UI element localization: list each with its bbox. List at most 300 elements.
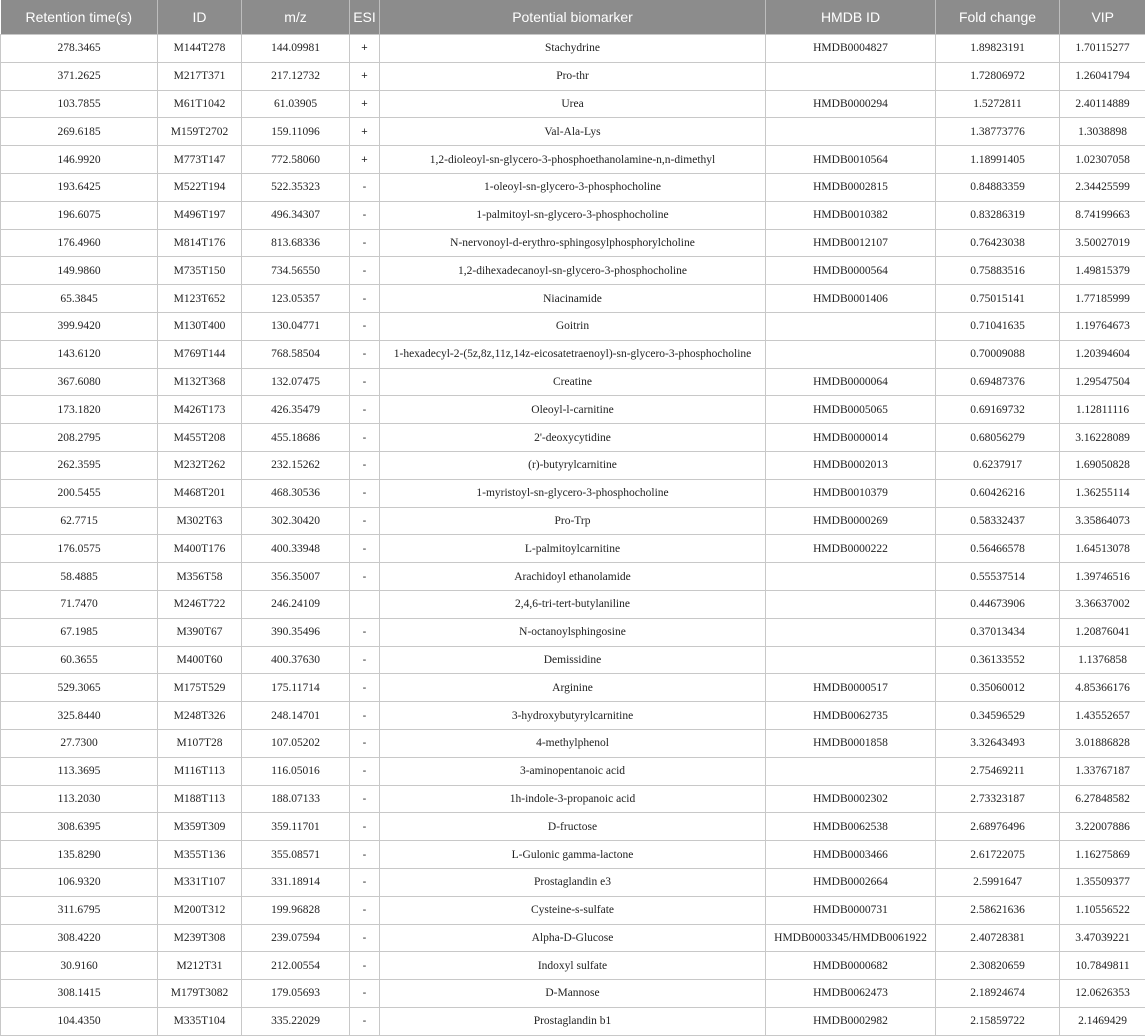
biomarker-name-cell: Arachidoyl ethanolamide	[380, 563, 766, 591]
hmdb-id-cell: HMDB0000731	[766, 896, 936, 924]
fold-change-cell: 2.61722075	[936, 841, 1060, 869]
hmdb-id-cell: HMDB0002664	[766, 868, 936, 896]
id-cell: M232T262	[158, 451, 242, 479]
retention-time-cell: 196.6075	[1, 201, 158, 229]
retention-time-cell: 60.3655	[1, 646, 158, 674]
vip-cell: 1.10556522	[1060, 896, 1145, 924]
biomarker-name-cell: 4-methylphenol	[380, 729, 766, 757]
vip-cell: 1.33767187	[1060, 757, 1145, 785]
fold-change-cell: 1.72806972	[936, 62, 1060, 90]
retention-time-cell: 176.4960	[1, 229, 158, 257]
biomarker-name-cell: L-palmitoylcarnitine	[380, 535, 766, 563]
hmdb-id-cell: HMDB0062735	[766, 702, 936, 730]
mz-cell: 246.24109	[242, 590, 350, 618]
biomarker-name-cell: Creatine	[380, 368, 766, 396]
vip-cell: 1.43552657	[1060, 702, 1145, 730]
biomarker-name-cell: D-Mannose	[380, 980, 766, 1008]
hmdb-id-cell: HMDB0010379	[766, 479, 936, 507]
fold-change-cell: 2.73323187	[936, 785, 1060, 813]
hmdb-id-cell: HMDB0002302	[766, 785, 936, 813]
biomarker-name-cell: (r)-butyrylcarnitine	[380, 451, 766, 479]
mz-cell: 132.07475	[242, 368, 350, 396]
hmdb-id-cell: HMDB0000564	[766, 257, 936, 285]
hmdb-id-cell: HMDB0010564	[766, 146, 936, 174]
hmdb-id-cell: HMDB0001858	[766, 729, 936, 757]
id-cell: M159T2702	[158, 118, 242, 146]
retention-time-cell: 269.6185	[1, 118, 158, 146]
mz-cell: 159.11096	[242, 118, 350, 146]
vip-cell: 3.35864073	[1060, 507, 1145, 535]
table-row	[1, 90, 1145, 118]
hmdb-id-cell: HMDB0000517	[766, 674, 936, 702]
table-row	[1, 201, 1145, 229]
vip-cell: 3.01886828	[1060, 729, 1145, 757]
header-fold-change: Fold change	[936, 0, 1060, 35]
hmdb-id-cell: HMDB0062473	[766, 980, 936, 1008]
fold-change-cell: 1.5272811	[936, 90, 1060, 118]
retention-time-cell: 193.6425	[1, 173, 158, 201]
id-cell: M496T197	[158, 201, 242, 229]
biomarker-name-cell: 1,2-dioleoyl-sn-glycero-3-phosphoethanolamine-n,n-dimethyl	[380, 146, 766, 174]
hmdb-id-cell	[766, 340, 936, 368]
id-cell: M246T722	[158, 590, 242, 618]
biomarker-name-cell: Cysteine-s-sulfate	[380, 896, 766, 924]
esi-cell: -	[350, 980, 380, 1008]
id-cell: M455T208	[158, 424, 242, 452]
vip-cell: 3.16228089	[1060, 424, 1145, 452]
mz-cell: 768.58504	[242, 340, 350, 368]
fold-change-cell: 2.68976496	[936, 813, 1060, 841]
table-row	[1, 285, 1145, 313]
fold-change-cell: 0.60426216	[936, 479, 1060, 507]
hmdb-id-cell: HMDB0000294	[766, 90, 936, 118]
esi-cell: -	[350, 368, 380, 396]
fold-change-cell: 0.71041635	[936, 312, 1060, 340]
retention-time-cell: 308.4220	[1, 924, 158, 952]
retention-time-cell: 308.6395	[1, 813, 158, 841]
biomarker-name-cell: Alpha-D-Glucose	[380, 924, 766, 952]
id-cell: M814T176	[158, 229, 242, 257]
mz-cell: 212.00554	[242, 952, 350, 980]
esi-cell: -	[350, 1007, 380, 1035]
biomarker-name-cell: 2,4,6-tri-tert-butylaniline	[380, 590, 766, 618]
esi-cell: +	[350, 35, 380, 63]
vip-cell: 4.85366176	[1060, 674, 1145, 702]
vip-cell: 1.77185999	[1060, 285, 1145, 313]
fold-change-cell: 1.18991405	[936, 146, 1060, 174]
table-row	[1, 813, 1145, 841]
fold-change-cell: 2.75469211	[936, 757, 1060, 785]
biomarker-name-cell: N-octanoylsphingosine	[380, 618, 766, 646]
id-cell: M400T60	[158, 646, 242, 674]
hmdb-id-cell: HMDB0012107	[766, 229, 936, 257]
fold-change-cell: 2.58621636	[936, 896, 1060, 924]
hmdb-id-cell	[766, 618, 936, 646]
mz-cell: 144.09981	[242, 35, 350, 63]
vip-cell: 1.16275869	[1060, 841, 1145, 869]
table-row	[1, 507, 1145, 535]
id-cell: M248T326	[158, 702, 242, 730]
table-row	[1, 35, 1145, 63]
table-row	[1, 729, 1145, 757]
esi-cell: -	[350, 424, 380, 452]
hmdb-id-cell: HMDB0000682	[766, 952, 936, 980]
hmdb-id-cell: HMDB0000014	[766, 424, 936, 452]
mz-cell: 355.08571	[242, 841, 350, 869]
table-row	[1, 646, 1145, 674]
id-cell: M522T194	[158, 173, 242, 201]
esi-cell: -	[350, 896, 380, 924]
vip-cell: 1.70115277	[1060, 35, 1145, 63]
retention-time-cell: 135.8290	[1, 841, 158, 869]
esi-cell: -	[350, 618, 380, 646]
fold-change-cell: 0.70009088	[936, 340, 1060, 368]
table-row	[1, 451, 1145, 479]
mz-cell: 390.35496	[242, 618, 350, 646]
fold-change-cell: 0.44673906	[936, 590, 1060, 618]
id-cell: M217T371	[158, 62, 242, 90]
mz-cell: 107.05202	[242, 729, 350, 757]
vip-cell: 8.74199663	[1060, 201, 1145, 229]
retention-time-cell: 71.7470	[1, 590, 158, 618]
mz-cell: 175.11714	[242, 674, 350, 702]
esi-cell: -	[350, 451, 380, 479]
biomarker-name-cell: 1,2-dihexadecanoyl-sn-glycero-3-phosphocholine	[380, 257, 766, 285]
vip-cell: 1.02307058	[1060, 146, 1145, 174]
id-cell: M302T63	[158, 507, 242, 535]
mz-cell: 331.18914	[242, 868, 350, 896]
vip-cell: 2.34425599	[1060, 173, 1145, 201]
table-row	[1, 618, 1145, 646]
mz-cell: 239.07594	[242, 924, 350, 952]
esi-cell: +	[350, 90, 380, 118]
id-cell: M239T308	[158, 924, 242, 952]
id-cell: M400T176	[158, 535, 242, 563]
esi-cell: -	[350, 757, 380, 785]
header-id: ID	[158, 0, 242, 35]
mz-cell: 302.30420	[242, 507, 350, 535]
vip-cell: 1.20876041	[1060, 618, 1145, 646]
esi-cell: -	[350, 340, 380, 368]
vip-cell: 2.40114889	[1060, 90, 1145, 118]
id-cell: M468T201	[158, 479, 242, 507]
fold-change-cell: 0.55537514	[936, 563, 1060, 591]
mz-cell: 130.04771	[242, 312, 350, 340]
biomarker-name-cell: Val-Ala-Lys	[380, 118, 766, 146]
esi-cell: -	[350, 257, 380, 285]
id-cell: M132T368	[158, 368, 242, 396]
biomarker-name-cell: Pro-thr	[380, 62, 766, 90]
retention-time-cell: 62.7715	[1, 507, 158, 535]
header-esi: ESI	[350, 0, 380, 35]
id-cell: M144T278	[158, 35, 242, 63]
header-hmdb-id: HMDB ID	[766, 0, 936, 35]
retention-time-cell: 113.3695	[1, 757, 158, 785]
fold-change-cell: 0.69487376	[936, 368, 1060, 396]
fold-change-cell: 1.38773776	[936, 118, 1060, 146]
vip-cell: 3.47039221	[1060, 924, 1145, 952]
table-row	[1, 980, 1145, 1008]
biomarker-name-cell: Prostaglandin e3	[380, 868, 766, 896]
vip-cell: 1.19764673	[1060, 312, 1145, 340]
vip-cell: 1.39746516	[1060, 563, 1145, 591]
biomarker-name-cell: 2'-deoxycytidine	[380, 424, 766, 452]
fold-change-cell: 0.69169732	[936, 396, 1060, 424]
hmdb-id-cell	[766, 118, 936, 146]
mz-cell: 199.96828	[242, 896, 350, 924]
table-row	[1, 785, 1145, 813]
hmdb-id-cell	[766, 62, 936, 90]
mz-cell: 359.11701	[242, 813, 350, 841]
vip-cell: 1.35509377	[1060, 868, 1145, 896]
vip-cell: 1.36255114	[1060, 479, 1145, 507]
table-row	[1, 757, 1145, 785]
id-cell: M356T58	[158, 563, 242, 591]
fold-change-cell: 0.83286319	[936, 201, 1060, 229]
biomarker-name-cell: N-nervonoyl-d-erythro-sphingosylphosphorylcholine	[380, 229, 766, 257]
mz-cell: 232.15262	[242, 451, 350, 479]
retention-time-cell: 371.2625	[1, 62, 158, 90]
retention-time-cell: 278.3465	[1, 35, 158, 63]
table-row	[1, 340, 1145, 368]
fold-change-cell: 0.56466578	[936, 535, 1060, 563]
id-cell: M107T28	[158, 729, 242, 757]
retention-time-cell: 311.6795	[1, 896, 158, 924]
table-row	[1, 590, 1145, 618]
table-row	[1, 257, 1145, 285]
biomarker-name-cell: Goitrin	[380, 312, 766, 340]
table-row	[1, 312, 1145, 340]
esi-cell: -	[350, 785, 380, 813]
biomarker-name-cell: 1-palmitoyl-sn-glycero-3-phosphocholine	[380, 201, 766, 229]
mz-cell: 179.05693	[242, 980, 350, 1008]
fold-change-cell: 2.18924674	[936, 980, 1060, 1008]
esi-cell: -	[350, 674, 380, 702]
mz-cell: 400.37630	[242, 646, 350, 674]
biomarker-name-cell: Pro-Trp	[380, 507, 766, 535]
table-row	[1, 229, 1145, 257]
retention-time-cell: 325.8440	[1, 702, 158, 730]
fold-change-cell: 2.5991647	[936, 868, 1060, 896]
id-cell: M212T31	[158, 952, 242, 980]
mz-cell: 335.22029	[242, 1007, 350, 1035]
header-vip: VIP	[1060, 0, 1145, 35]
biomarker-name-cell: 1h-indole-3-propanoic acid	[380, 785, 766, 813]
id-cell: M335T104	[158, 1007, 242, 1035]
id-cell: M175T529	[158, 674, 242, 702]
header-row	[1, 0, 1145, 35]
table-row	[1, 896, 1145, 924]
id-cell: M179T3082	[158, 980, 242, 1008]
header-potential-biomarker: Potential biomarker	[380, 0, 766, 35]
vip-cell: 1.69050828	[1060, 451, 1145, 479]
id-cell: M359T309	[158, 813, 242, 841]
retention-time-cell: 173.1820	[1, 396, 158, 424]
retention-time-cell: 113.2030	[1, 785, 158, 813]
fold-change-cell: 2.15859722	[936, 1007, 1060, 1035]
vip-cell: 1.29547504	[1060, 368, 1145, 396]
table-row	[1, 702, 1145, 730]
mz-cell: 61.03905	[242, 90, 350, 118]
mz-cell: 813.68336	[242, 229, 350, 257]
vip-cell: 3.36637002	[1060, 590, 1145, 618]
retention-time-cell: 529.3065	[1, 674, 158, 702]
vip-cell: 1.64513078	[1060, 535, 1145, 563]
fold-change-cell: 0.84883359	[936, 173, 1060, 201]
retention-time-cell: 367.6080	[1, 368, 158, 396]
mz-cell: 356.35007	[242, 563, 350, 591]
retention-time-cell: 262.3595	[1, 451, 158, 479]
mz-cell: 123.05357	[242, 285, 350, 313]
esi-cell	[350, 590, 380, 618]
table-row	[1, 952, 1145, 980]
table-body	[1, 35, 1145, 1036]
retention-time-cell: 143.6120	[1, 340, 158, 368]
table-row	[1, 674, 1145, 702]
table-row	[1, 868, 1145, 896]
retention-time-cell: 149.9860	[1, 257, 158, 285]
esi-cell: -	[350, 841, 380, 869]
esi-cell: -	[350, 396, 380, 424]
hmdb-id-cell: HMDB0000064	[766, 368, 936, 396]
id-cell: M188T113	[158, 785, 242, 813]
hmdb-id-cell: HMDB0001406	[766, 285, 936, 313]
esi-cell: -	[350, 952, 380, 980]
hmdb-id-cell	[766, 312, 936, 340]
mz-cell: 468.30536	[242, 479, 350, 507]
fold-change-cell: 0.36133552	[936, 646, 1060, 674]
hmdb-id-cell	[766, 590, 936, 618]
fold-change-cell: 0.35060012	[936, 674, 1060, 702]
esi-cell: -	[350, 924, 380, 952]
biomarker-name-cell: Niacinamide	[380, 285, 766, 313]
esi-cell: -	[350, 702, 380, 730]
vip-cell: 1.49815379	[1060, 257, 1145, 285]
fold-change-cell: 0.75883516	[936, 257, 1060, 285]
esi-cell: -	[350, 173, 380, 201]
retention-time-cell: 208.2795	[1, 424, 158, 452]
vip-cell: 2.1469429	[1060, 1007, 1145, 1035]
biomarker-name-cell: 1-hexadecyl-2-(5z,8z,11z,14z-eicosatetraenoyl)-sn-glycero-3-phosphocholine	[380, 340, 766, 368]
esi-cell: -	[350, 868, 380, 896]
retention-time-cell: 200.5455	[1, 479, 158, 507]
esi-cell: -	[350, 201, 380, 229]
esi-cell: +	[350, 118, 380, 146]
esi-cell: -	[350, 563, 380, 591]
fold-change-cell: 0.76423038	[936, 229, 1060, 257]
id-cell: M769T144	[158, 340, 242, 368]
id-cell: M130T400	[158, 312, 242, 340]
id-cell: M116T113	[158, 757, 242, 785]
esi-cell: -	[350, 479, 380, 507]
retention-time-cell: 65.3845	[1, 285, 158, 313]
retention-time-cell: 146.9920	[1, 146, 158, 174]
vip-cell: 6.27848582	[1060, 785, 1145, 813]
fold-change-cell: 2.40728381	[936, 924, 1060, 952]
retention-time-cell: 30.9160	[1, 952, 158, 980]
retention-time-cell: 58.4885	[1, 563, 158, 591]
esi-cell: -	[350, 229, 380, 257]
biomarker-name-cell: Oleoyl-l-carnitine	[380, 396, 766, 424]
biomarker-name-cell: 1-myristoyl-sn-glycero-3-phosphocholine	[380, 479, 766, 507]
biomarker-name-cell: Demissidine	[380, 646, 766, 674]
id-cell: M735T150	[158, 257, 242, 285]
table-row	[1, 368, 1145, 396]
biomarker-name-cell: Indoxyl sulfate	[380, 952, 766, 980]
retention-time-cell: 308.1415	[1, 980, 158, 1008]
table-row	[1, 396, 1145, 424]
hmdb-id-cell: HMDB0002013	[766, 451, 936, 479]
vip-cell: 1.1376858	[1060, 646, 1145, 674]
hmdb-id-cell: HMDB0003345/HMDB0061922	[766, 924, 936, 952]
hmdb-id-cell: HMDB0000269	[766, 507, 936, 535]
biomarker-name-cell: L-Gulonic gamma-lactone	[380, 841, 766, 869]
table-row	[1, 563, 1145, 591]
hmdb-id-cell	[766, 563, 936, 591]
esi-cell: -	[350, 285, 380, 313]
fold-change-cell: 0.75015141	[936, 285, 1060, 313]
hmdb-id-cell: HMDB0005065	[766, 396, 936, 424]
vip-cell: 12.0626353	[1060, 980, 1145, 1008]
hmdb-id-cell: HMDB0002982	[766, 1007, 936, 1035]
table-row	[1, 924, 1145, 952]
esi-cell: -	[350, 312, 380, 340]
id-cell: M61T1042	[158, 90, 242, 118]
mz-cell: 248.14701	[242, 702, 350, 730]
biomarker-name-cell: D-fructose	[380, 813, 766, 841]
vip-cell: 1.12811116	[1060, 396, 1145, 424]
id-cell: M123T652	[158, 285, 242, 313]
mz-cell: 400.33948	[242, 535, 350, 563]
retention-time-cell: 27.7300	[1, 729, 158, 757]
hmdb-id-cell: HMDB0010382	[766, 201, 936, 229]
biomarker-name-cell: 3-aminopentanoic acid	[380, 757, 766, 785]
id-cell: M390T67	[158, 618, 242, 646]
biomarker-name-cell: 1-oleoyl-sn-glycero-3-phosphocholine	[380, 173, 766, 201]
retention-time-cell: 104.4350	[1, 1007, 158, 1035]
retention-time-cell: 176.0575	[1, 535, 158, 563]
hmdb-id-cell: HMDB0002815	[766, 173, 936, 201]
hmdb-id-cell: HMDB0003466	[766, 841, 936, 869]
fold-change-cell: 2.30820659	[936, 952, 1060, 980]
table-row	[1, 479, 1145, 507]
esi-cell: -	[350, 646, 380, 674]
table-row	[1, 173, 1145, 201]
mz-cell: 496.34307	[242, 201, 350, 229]
id-cell: M200T312	[158, 896, 242, 924]
table-row	[1, 146, 1145, 174]
hmdb-id-cell: HMDB0000222	[766, 535, 936, 563]
vip-cell: 10.7849811	[1060, 952, 1145, 980]
retention-time-cell: 67.1985	[1, 618, 158, 646]
vip-cell: 1.20394604	[1060, 340, 1145, 368]
vip-cell: 3.22007886	[1060, 813, 1145, 841]
fold-change-cell: 0.37013434	[936, 618, 1060, 646]
id-cell: M773T147	[158, 146, 242, 174]
id-cell: M355T136	[158, 841, 242, 869]
id-cell: M426T173	[158, 396, 242, 424]
table-row	[1, 118, 1145, 146]
table-row	[1, 62, 1145, 90]
mz-cell: 426.35479	[242, 396, 350, 424]
hmdb-id-cell	[766, 646, 936, 674]
fold-change-cell: 3.32643493	[936, 729, 1060, 757]
retention-time-cell: 106.9320	[1, 868, 158, 896]
fold-change-cell: 1.89823191	[936, 35, 1060, 63]
retention-time-cell: 399.9420	[1, 312, 158, 340]
esi-cell: -	[350, 535, 380, 563]
table-row	[1, 1007, 1145, 1035]
